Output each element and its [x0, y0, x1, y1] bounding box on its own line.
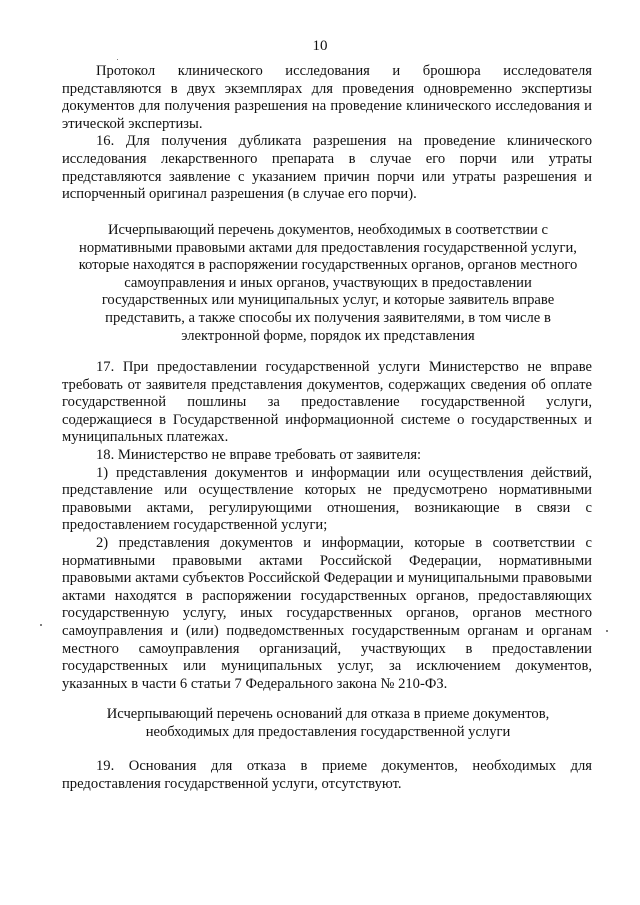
text-block-1: [62, 63, 592, 204]
section-heading-refusal-grounds: Исчерпывающий перечень оснований для отказа в приеме документов, необходимых для предоставления государственной услуги: [106, 706, 550, 740]
paragraph-18: 18. Министерство не вправе требовать от заявителя:: [96, 446, 422, 463]
page-number: 10: [312, 38, 328, 54]
scan-speck: [606, 630, 608, 632]
paragraph-17: 17. При предоставлении государственной услуги Министерство не вправе требовать от заявителя представления документов, содержащих сведения об оплате государственной пошлины за предоставление государственной услуги, содержащиеся в Государственной информационной системе о государственных и муниципальных платежах.: [62, 359, 592, 446]
paragraph-16: 16. Для получения дубликата разрешения на проведение клинического исследования лекарственного препарата в случае его порчи или утраты представляются заявление с указанием причин порчи или утраты разрешения и испорченный оригинал разрешения (в случае его порчи).: [62, 133, 592, 203]
paragraph-18-item-2: 2) представления документов и информации, которые в соответствии с нормативными правовыми актами Российской Федерации, нормативными правовыми актами субъектов Российской Федерации и муниципальными правовыми актами находятся в распоряжении государственных органов, предоставляющих государственную услугу, иных государственных органов, органов местного самоуправления и (или) подведомственных государственным органам и органам местного самоуправления организаций, участвующих в предоставлении государственных или муниципальных услуг, за исключением документов, указанных в части 6 статьи 7 Федерального закона № 210-ФЗ.: [62, 534, 592, 692]
paragraph-19: 19. Основания для отказа в приеме документов, необходимых для предоставления государственной услуги, отсутствуют.: [62, 758, 592, 792]
text-block-3: [62, 758, 592, 793]
paragraph-18-item-1: 1) представления документов и информации или осуществления действий, представление или осуществление которых не предусмотрено нормативными правовыми актами, регулирующими отношения, возникающие в связи с предоставлением государственной услуги;: [62, 464, 592, 534]
section-heading-documents: Исчерпывающий перечень документов, необходимых в соответствии с нормативными правовыми актами для предоставления государственной услуги, которые находятся в распоряжении государственных органов, органов местного самоуправления и иных органов, участвующих в предоставлении государственных или муниципальных услуг, и которые заявитель вправе представить, а также способы их получения заявителями, в том числе в электронной форме, порядок их представления: [78, 222, 578, 344]
scan-speck: [40, 624, 42, 626]
scan-speck: [117, 59, 118, 60]
text-block-2: [62, 359, 592, 693]
paragraph-protocol: Протокол клинического исследования и брошюра исследователя представляются в двух экземплярах для проведения одновременно экспертизы документов для получения разрешения на проведение клинического исследования и этической экспертизы.: [62, 63, 592, 132]
